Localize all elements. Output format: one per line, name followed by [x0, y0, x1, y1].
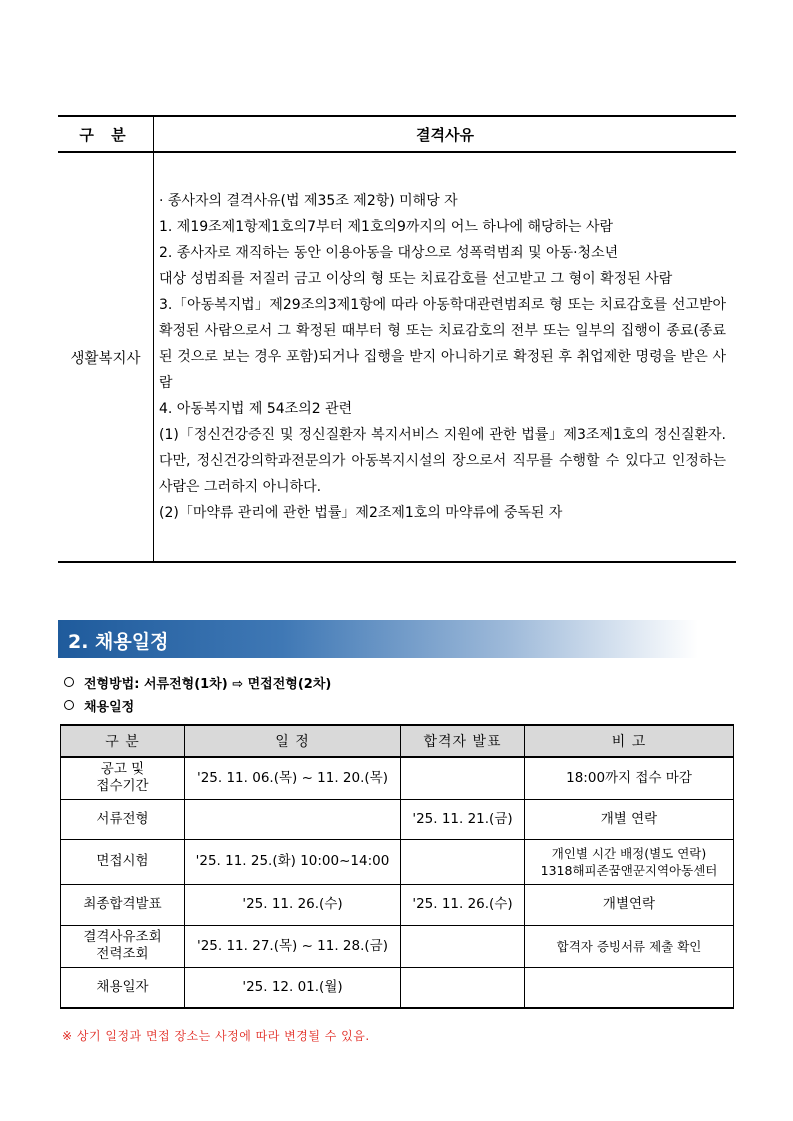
category-cell: 생활복지사: [58, 152, 154, 562]
row-date: '25. 12. 01.(월): [185, 967, 401, 1008]
row-note: 개별 연락: [525, 799, 734, 839]
method-bullet: [64, 673, 331, 692]
row-note: 개별연락: [525, 884, 734, 925]
row-announce: '25. 11. 26.(수): [401, 884, 525, 925]
row-announce: [401, 757, 525, 799]
table-row: [61, 799, 734, 839]
disqual-line: 대상 성범죄를 저질러 금고 이상의 형 또는 치료감호를 선고받고 그 형이 확정된 사람: [159, 271, 673, 287]
row-category: 공고 및 접수기간: [61, 757, 185, 799]
schedule-header-date: 일 정: [185, 725, 401, 757]
row-note: 18:00까지 접수 마감: [525, 757, 734, 799]
disqualification-table: [58, 115, 736, 563]
section-title: 2. 채용일정: [68, 631, 169, 653]
schedule-table: [60, 724, 734, 1009]
row-date: '25. 11. 27.(목) ~ 11. 28.(금): [185, 925, 401, 967]
row-note: 합격자 증빙서류 제출 확인: [525, 925, 734, 967]
notice-text: ※ 상기 일정과 면접 장소는 사정에 따라 변경될 수 있음.: [62, 1029, 370, 1043]
disqual-line: · 종사자의 결격사유(법 제35조 제2항) 미해당 자: [159, 193, 458, 209]
row-category: 최종합격발표: [61, 884, 185, 925]
disqual-line: 2. 종사자로 재직하는 동안 이용아동을 대상으로 성폭력범죄 및 아동·청소년: [159, 245, 619, 261]
row-date: '25. 11. 25.(화) 10:00~14:00: [185, 839, 401, 884]
row-announce: '25. 11. 21.(금): [401, 799, 525, 839]
table-row: [61, 839, 734, 884]
table-row: [61, 757, 734, 799]
disqual-line: (2)「마약류 관리에 관한 법률」제2조제1호의 마약류에 중독된 자: [159, 505, 563, 521]
row-category: 결격사유조회 전력조회: [61, 925, 185, 967]
row-note: 개인별 시간 배정(별도 연락) 1318해피존꿈앤꾼지역아동센터: [525, 839, 734, 884]
disqual-line: (1)「정신건강증진 및 정신질환자 복지서비스 지원에 관한 법률」제3조제1호의 정신질환자. 다만, 정신건강의학과전문의가 아동복지시설의 장으로서 직무를 수행할 수 있다고 인정하는 사람은 그러하지 아니하다.: [159, 427, 726, 495]
schedule-header-note: 비 고: [525, 725, 734, 757]
table-row: [61, 884, 734, 925]
row-date: '25. 11. 26.(수): [185, 884, 401, 925]
schedule-header-category: 구 분: [61, 725, 185, 757]
schedule-header-announce: 합격자 발표: [401, 725, 525, 757]
schedule-bullet: [64, 696, 134, 715]
row-announce: [401, 925, 525, 967]
row-announce: [401, 839, 525, 884]
section-heading: [58, 620, 698, 658]
method-text: 전형방법: 서류전형(1차) ⇨ 면접전형(2차): [84, 677, 332, 692]
circle-bullet-icon: [64, 700, 74, 710]
table-header-disqualification: 결격사유: [154, 116, 737, 152]
disqualification-body: [154, 152, 737, 562]
table-row: [61, 925, 734, 967]
circle-bullet-icon: [64, 677, 74, 687]
row-category: 면접시험: [61, 839, 185, 884]
row-date: [185, 799, 401, 839]
schedule-text: 채용일정: [84, 700, 135, 715]
table-row: [61, 967, 734, 1008]
table-header-category: 구 분: [58, 116, 154, 152]
row-category: 서류전형: [61, 799, 185, 839]
row-announce: [401, 967, 525, 1008]
disqual-line: 3.「아동복지법」제29조의3제1항에 따라 아동학대관련범죄로 형 또는 치료감호를 선고받아 확정된 사람으로서 그 확정된 때부터 형 또는 치료감호의 전부 또는 일부의 집행이 종료(종료된 것으로 보는 경우 포함)되거나 집행을 받지 아니하기로 확정된 후 취업제한 명령을 받은 사람: [159, 297, 726, 391]
disqual-line: 4. 아동복지법 제 54조의2 관련: [159, 401, 353, 417]
row-category: 채용일자: [61, 967, 185, 1008]
disqual-line: 1. 제19조제1항제1호의7부터 제1호의9까지의 어느 하나에 해당하는 사람: [159, 219, 614, 235]
row-note: [525, 967, 734, 1008]
row-date: '25. 11. 06.(목) ~ 11. 20.(목): [185, 757, 401, 799]
